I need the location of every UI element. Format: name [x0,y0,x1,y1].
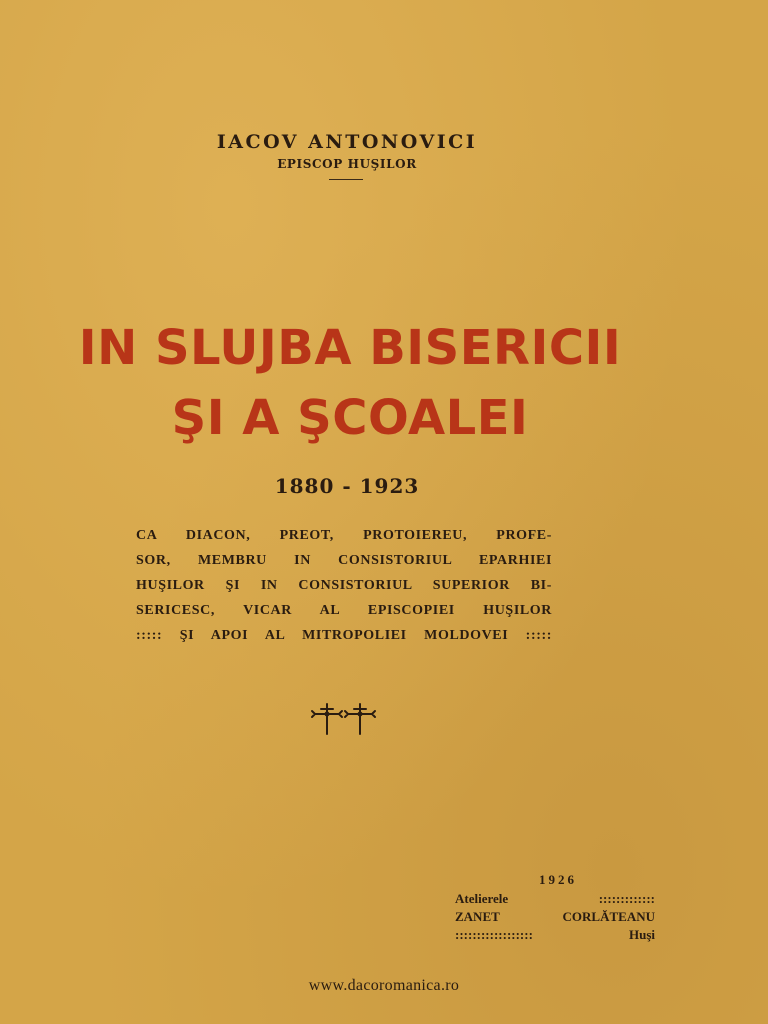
description-line-5: ::::: ŞI APOI AL MITROPOLIEI MOLDOVEI ::::: [136,628,552,643]
double-cross-ornament-icon [310,700,380,740]
description-line-3: HUŞILOR ŞI IN CONSISTORIUL SUPERIOR BI- [136,578,552,593]
book-years: 1880 - 1923 [274,474,420,498]
book-title-line-1: IN SLUJBA BISERICII [78,320,622,376]
imprint-line-2: ZANET CORLĂTEANU [455,909,655,924]
author-title: EPISCOP HUŞILOR [277,157,417,171]
divider-rule [329,179,363,180]
description-line-1: CA DIACON, PREOT, PROTOIEREU, PROFE- [136,528,552,543]
book-title-line-2: ŞI A ŞCOALEI [171,390,529,446]
website-url: www.dacoromanica.ro [308,977,460,994]
imprint-line-1: Atelierele ::::::::::::: [455,891,655,906]
author-name: IACOV ANTONOVICI [216,131,478,153]
description-line-2: SOR, MEMBRU IN CONSISTORIUL EPARHIEI [136,553,552,568]
description-line-4: SERICESC, VICAR AL EPISCOPIEI HUŞILOR [136,603,552,618]
imprint-year: 1926 [539,872,577,887]
imprint-line-3: :::::::::::::::::: Huşi [455,927,655,942]
